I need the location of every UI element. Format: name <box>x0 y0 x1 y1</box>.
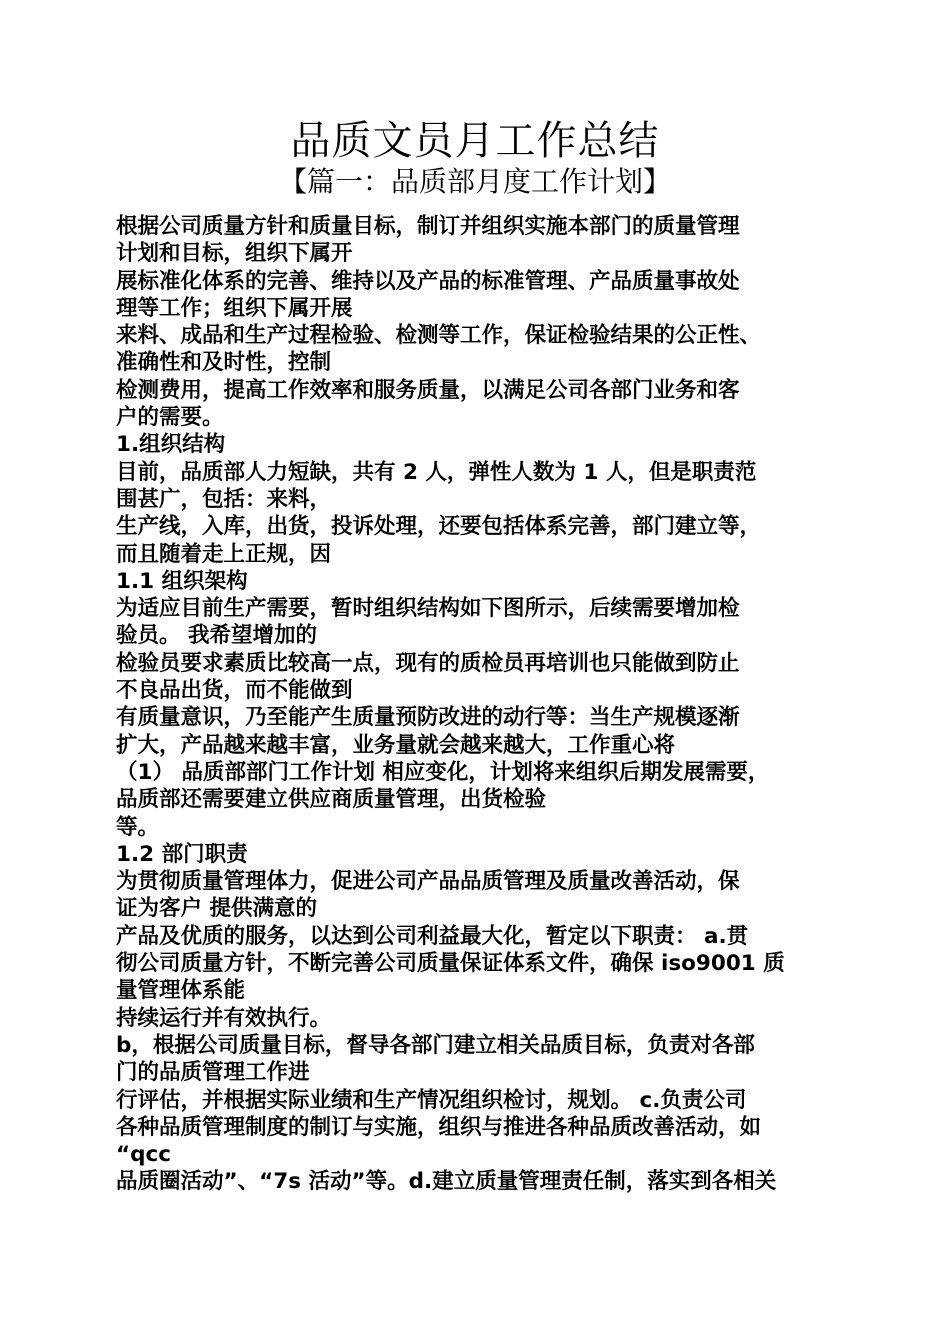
paragraph-line: （1） 品质部部门工作计划 相应变化，计划将来组织后期发展需要， <box>116 759 770 785</box>
paragraph-line: 品质部还需要建立供应商质量管理，出货检验 <box>116 787 547 813</box>
paragraph-line: 来料、成品和生产过程检验、检测等工作，保证检验结果的公正性、 <box>116 323 762 349</box>
paragraph-line: 产品及优质的服务，以达到公司利益最大化，暂定以下职责： a.贯 <box>116 923 749 949</box>
paragraph-line: 持续运行并有效执行。 <box>116 1005 332 1031</box>
paragraph-line: 1.组织结构 <box>116 432 226 458</box>
paragraph-line: 根据公司质量方针和质量目标，制订并组织实施本部门的质量管理 <box>116 214 740 239</box>
page-title: 品质文员月工作总结 <box>290 118 660 164</box>
paragraph-line: 而且随着走上正规，因 <box>116 541 332 567</box>
paragraph-line: 等。 <box>116 814 160 840</box>
paragraph-line: 扩大，产品越来越丰富，业务量就会越来越大，工作重心将 <box>116 732 676 758</box>
paragraph-line: 量管理体系能 <box>116 978 246 1004</box>
paragraph-line: 户的需要。 <box>116 405 224 431</box>
section-subtitle: 【篇一：品质部月度工作计划】 <box>278 165 671 198</box>
paragraph-line: 围甚广，包括：来料， <box>116 486 332 512</box>
paragraph-line: 准确性和及时性，控制 <box>116 350 332 376</box>
paragraph-line: 验员。 我希望增加的 <box>116 623 317 649</box>
paragraph-line: 行评估，并根据实际业绩和生产情况组织检讨，规划。 c.负责公司 <box>116 1087 747 1113</box>
paragraph-line: 为贯彻质量管理体力，促进公司产品品质管理及质量改善活动，保 <box>116 869 740 895</box>
paragraph-line: 1.2 部门职责 <box>116 841 248 867</box>
paragraph-line: “qcc <box>116 1142 172 1168</box>
paragraph-line: 为适应目前生产需要，暂时组织结构如下图所示，后续需要增加检 <box>116 596 740 622</box>
paragraph-line: 计划和目标，组织下属开 <box>116 241 353 267</box>
paragraph-line: 1.1 组织架构 <box>116 568 248 594</box>
paragraph-line: 展标准化体系的完善、维持以及产品的标准管理、产品质量事故处 <box>116 268 740 294</box>
paragraph-line: 检验员要求素质比较高一点，现有的质检员再培训也只能做到防止 <box>116 650 740 676</box>
paragraph-line: 理等工作；组织下属开展 <box>116 295 353 321</box>
paragraph-line: 检测费用，提高工作效率和服务质量，以满足公司各部门业务和客 <box>116 377 740 403</box>
paragraph-line: 门的品质管理工作进 <box>116 1060 310 1086</box>
paragraph-line: 各种品质管理制度的制订与实施，组织与推进各种品质改善活动，如 <box>116 1114 762 1140</box>
paragraph-line: 品质圈活动”、“7s 活动”等。d.建立质量管理责任制，落实到各相关 <box>116 1169 777 1195</box>
paragraph-line: 彻公司质量方针，不断完善公司质量保证体系文件，确保 iso9001 质 <box>116 951 785 977</box>
paragraph-line: b，根据公司质量目标，督导各部门建立相关品质目标，负责对各部 <box>116 1032 755 1058</box>
paragraph-line: 目前，品质部人力短缺，共有 2 人，弹性人数为 1 人，但是职责范 <box>116 459 757 485</box>
paragraph-line: 生产线，入库，出货，投诉处理，还要包括体系完善，部门建立等， <box>116 514 762 540</box>
paragraph-line: 不良品出货，而不能做到 <box>116 678 353 704</box>
paragraph-line: 证为客户 提供满意的 <box>116 896 317 922</box>
paragraph-line: 有质量意识，乃至能产生质量预防改进的动行等：当生产规模逐渐 <box>116 705 740 731</box>
body-text <box>116 213 844 1196</box>
